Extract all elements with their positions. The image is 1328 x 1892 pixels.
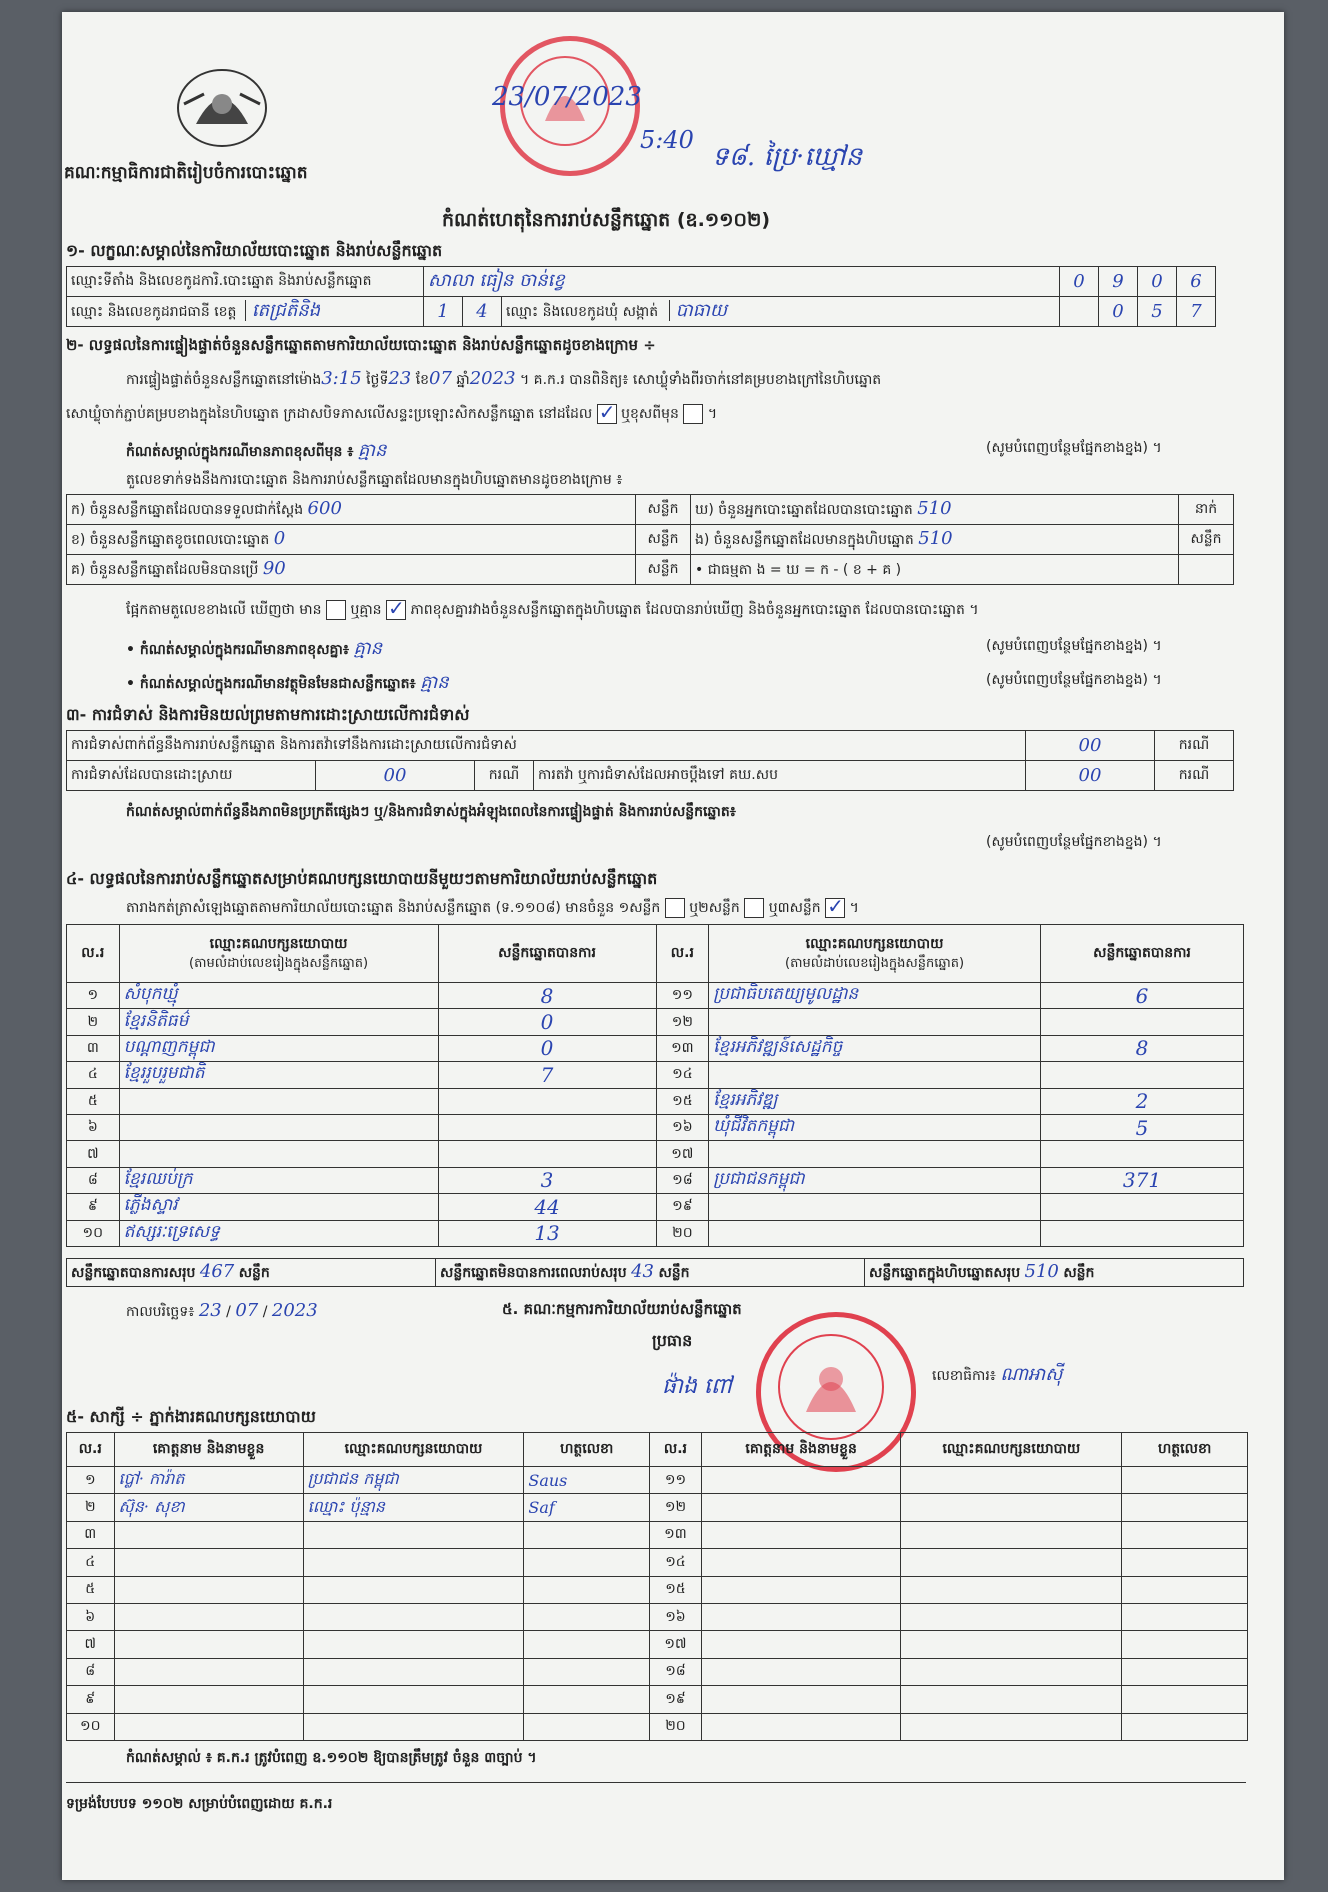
witness-party xyxy=(303,1603,524,1630)
figure-value: 90 xyxy=(262,558,286,579)
witness-row: ៤ ១៤ xyxy=(67,1549,1248,1576)
party-votes xyxy=(438,1088,656,1114)
results-col-votes-right: សន្លឹកឆ្នោតបានការ xyxy=(1040,925,1243,983)
report-date: កាលបរិច្ឆេទ៖ 23 / 07 / 2023 xyxy=(126,1300,318,1321)
tally-sheets-line: តារាងកត់ត្រាសំឡេងឆ្នោតតាមការិយាល័យបោះឆ្នោត និងរាប់សន្លឹកឆ្នោត (ទ.១១០៨) មានចំនួន ១សន្លឹក ឬ២សន្លឹក ឬ៣សន្លឹក ✓ ។ xyxy=(126,898,859,919)
figures-row: ខ) ចំនួនសន្លឹកឆ្នោតខូចពេលបោះឆ្នោត 0 សន្លឹក ង) ចំនួនសន្លឹកឆ្នោតដែលមានក្នុងហិបឆ្នោត 510 សន្លឹក xyxy=(67,525,1234,555)
party-name: ឃុំជីវិតកម្ពុជា xyxy=(709,1114,1041,1140)
commune-code-2: 5 xyxy=(1138,297,1177,327)
witness-name xyxy=(114,1521,303,1548)
verify-year: 2023 xyxy=(469,368,516,389)
party-name xyxy=(709,1062,1041,1088)
party-votes: 13 xyxy=(438,1220,656,1246)
total-ballots-in-box: 510 xyxy=(1024,1261,1059,1282)
section1-title: ១- លក្ខណៈសម្គាល់នៃការិយាល័យបោះឆ្នោត និងរាប់សន្លឹកឆ្នោត xyxy=(66,241,443,260)
witness-party: ឈ្មោះ ប៉ុន្មាន xyxy=(303,1494,524,1521)
three-sheets-checkbox[interactable] xyxy=(825,898,845,918)
party-votes: 3 xyxy=(438,1167,656,1193)
witness-row: ៦ ១៦ xyxy=(67,1603,1248,1630)
nec-logo xyxy=(174,64,270,150)
party-votes xyxy=(1040,1194,1243,1220)
results-col-party-right: ឈ្មោះគណបក្សនយោបាយ (តាមលំដាប់លេខរៀងក្នុងសន្លឹកឆ្នោត) xyxy=(709,925,1041,983)
resolved-label: ការជំទាស់ដែលបានដោះស្រាយ xyxy=(67,761,316,791)
witness-party xyxy=(303,1686,524,1713)
changed-checkbox[interactable] xyxy=(683,404,703,424)
party-votes: 0 xyxy=(438,1009,656,1035)
form-title: កំណត់ហេតុនៃការរាប់សន្លឹកឆ្នោត (ឧ.១១០២) xyxy=(442,209,771,231)
party-votes xyxy=(438,1114,656,1140)
irregularities-note: កំណត់សម្គាល់ពាក់ព័ន្ធនឹងភាពមិនប្រក្រតីផ្សេងៗ ឬ/និងការជំទាស់ក្នុងអំឡុងពេលនៃការផ្ទៀងផ្ទាត់ និងការរាប់សន្លឹកឆ្នោត៖ xyxy=(126,804,736,820)
location-code-4: 6 xyxy=(1177,267,1216,297)
party-votes xyxy=(1040,1009,1243,1035)
section2-title: ២- លទ្ធផលនៃការផ្ទៀងផ្ទាត់ចំនួនសន្លឹកឆ្នោតតាមការិយាល័យបោះឆ្នោត និងរាប់សន្លឹកឆ្នោតដូចខាងក្រោម ÷ xyxy=(66,336,656,354)
no-difference-checkbox[interactable] xyxy=(386,600,406,620)
witness-signature xyxy=(524,1603,650,1630)
witness-signature xyxy=(524,1521,650,1548)
party-name xyxy=(709,1009,1041,1035)
witness-name: ប្លៅ· ការ៉ាត xyxy=(114,1467,303,1494)
party-votes xyxy=(1040,1062,1243,1088)
resolved-unit: ករណី xyxy=(475,761,534,791)
party-votes: 8 xyxy=(1040,1035,1243,1061)
note2-hint: (សូមបំពេញបន្ថែមផ្នែកខាងខ្នង) ។ xyxy=(986,638,1162,654)
top-signature: ទ៨. ប្រៃ·ឃ្មៅន xyxy=(712,142,862,172)
province-value: តេជ្រតិនិង xyxy=(245,300,320,321)
verify-month: 07 xyxy=(429,368,452,389)
party-votes: 371 xyxy=(1040,1167,1243,1193)
party-name: សំបុកឃ្មុំ xyxy=(119,983,438,1009)
results-table xyxy=(66,924,1244,1247)
objections-label: ការជំទាស់ពាក់ព័ន្ធនឹងការរាប់សន្លឹកឆ្នោត និងការតវ៉ាទៅនឹងការដោះស្រាយលើការជំទាស់ xyxy=(67,731,1026,761)
witness-name xyxy=(114,1658,303,1685)
party-name: ខ្មែរនិតិធម៌ xyxy=(119,1009,438,1035)
party-name: ខ្មែរអភិវឌ្ឍន៍សេដ្ឋកិច្ច xyxy=(709,1035,1041,1061)
irregularities-hint: (សូមបំពេញបន្ថែមផ្នែកខាងខ្នង) ។ xyxy=(986,834,1162,850)
commune-label: ឈ្មោះ និងលេខកូដឃុំ សង្កាត់ xyxy=(506,304,659,320)
witness-party xyxy=(303,1631,524,1658)
party-votes xyxy=(1040,1220,1243,1246)
has-difference-checkbox[interactable] xyxy=(326,600,346,620)
results-col-no-right: ល.រ xyxy=(656,925,709,983)
witness-party: ប្រជាជន កម្ពុជា xyxy=(303,1467,524,1494)
objections-value: 00 xyxy=(1026,731,1155,761)
note3-label: • កំណត់សម្គាល់ក្នុងករណីមានវត្ថុមិនមែនជាសន្លឹកឆ្នោត៖ xyxy=(126,676,416,692)
witness-name xyxy=(114,1576,303,1603)
unchanged-checkbox[interactable] xyxy=(597,404,617,424)
witness-name xyxy=(114,1631,303,1658)
chair-label: ប្រធាន xyxy=(652,1331,693,1350)
witness-party xyxy=(303,1658,524,1685)
party-name: ភ្លើងស្ទាវ xyxy=(119,1194,438,1220)
party-name xyxy=(709,1141,1041,1167)
two-sheets-checkbox[interactable] xyxy=(744,898,764,918)
witness-signature xyxy=(524,1713,650,1740)
party-name: ឥស្សរៈទ្រេសេទ្ធ xyxy=(119,1220,438,1246)
section3-title: ៣- ការជំទាស់ និងការមិនយល់ព្រមតាមការដោះស្រាយលើការជំទាស់ xyxy=(66,705,470,724)
results-row: ៥ ១៥ ខ្មែរអភិវឌ្ឍ 2 xyxy=(67,1088,1244,1114)
party-votes: 0 xyxy=(438,1035,656,1061)
secretary-signature: ណាអាស៊ី xyxy=(1000,1364,1063,1385)
witness-signature: Saus xyxy=(524,1467,650,1494)
party-name: បណ្ដាញកម្ពុជា xyxy=(119,1035,438,1061)
witness-party xyxy=(303,1521,524,1548)
form-page xyxy=(62,12,1284,1880)
witness-row: ១០ ២០ xyxy=(67,1713,1248,1740)
section5-title: ៥- សាក្សី ÷ ភ្នាក់ងារគណបក្សនយោបាយ xyxy=(66,1407,316,1426)
note2-label: • កំណត់សម្គាល់ក្នុងករណីមានភាពខុសគ្នា៖ xyxy=(126,642,350,658)
party-name: ខ្មែរអភិវឌ្ឍ xyxy=(709,1088,1041,1114)
results-col-no-left: ល.រ xyxy=(67,925,120,983)
witness-signature xyxy=(524,1631,650,1658)
witness-signature xyxy=(524,1549,650,1576)
witness-row: ២ ស៊ុន· សុខា ឈ្មោះ ប៉ុន្មាន Saf ១២ xyxy=(67,1494,1248,1521)
objections-table xyxy=(66,730,1234,791)
footer-form-code: ទម្រង់បែបបទ ១១០២ សម្រាប់បំពេញដោយ គ.ក.រ xyxy=(66,1796,333,1812)
secretary-label: លេខាធិការ៖ xyxy=(932,1368,996,1384)
note1-hint: (សូមបំពេញបន្ថែមផ្នែកខាងខ្នង) ។ xyxy=(986,440,1162,456)
note1-label: កំណត់សម្គាល់ក្នុងករណីមានភាពខុសពីមុន ៖ xyxy=(126,444,354,460)
section4-title: ៤- លទ្ធផលនៃការរាប់សន្លឹកឆ្នោតសម្រាប់គណបក្សនយោបាយនីមួយៗតាមការិយាល័យរាប់សន្លឹកឆ្នោត xyxy=(66,869,658,888)
location-value: សាលា ធៀន ចាន់ខ្វេ xyxy=(424,267,1060,297)
witness-name xyxy=(114,1549,303,1576)
witness-signature xyxy=(524,1576,650,1603)
party-name: ប្រជាធិបតេយ្យមូលដ្ឋាន xyxy=(709,983,1041,1009)
results-col-votes-left: សន្លឹកឆ្នោតបានការ xyxy=(438,925,656,983)
location-label: ឈ្មោះទីតាំង និងលេខកូដការិ.បោះឆ្នោត និងរាប់សន្លឹកឆ្នោត xyxy=(67,267,424,297)
party-votes: 8 xyxy=(438,983,656,1009)
witness-row: ៣ ១៣ xyxy=(67,1521,1248,1548)
figures-row: ក) ចំនួនសន្លឹកឆ្នោតដែលបានទទួលជាក់ស្ដែង 600 សន្លឹក ឃ) ចំនួនអ្នកបោះឆ្នោតដែលបានបោះឆ្នោត 510 នាក់ xyxy=(67,495,1234,525)
party-votes: 2 xyxy=(1040,1088,1243,1114)
results-row: ៣ បណ្ដាញកម្ពុជា 0 ១៣ ខ្មែរអភិវឌ្ឍន៍សេដ្ឋកិច្ច 8 xyxy=(67,1035,1244,1061)
note3-hint: (សូមបំពេញបន្ថែមផ្នែកខាងខ្នង) ។ xyxy=(986,672,1162,688)
location-code-2: 9 xyxy=(1099,267,1138,297)
witness-row: ៥ ១៥ xyxy=(67,1576,1248,1603)
commune-code-3: 7 xyxy=(1177,297,1216,327)
witness-name xyxy=(114,1686,303,1713)
witness-party xyxy=(303,1549,524,1576)
total-valid-votes: 467 xyxy=(199,1261,235,1282)
appeal-unit: ករណី xyxy=(1155,761,1234,791)
stamp-time: 5:40 xyxy=(640,126,694,154)
verify-day: 23 xyxy=(388,368,412,389)
results-row: ៨ ខ្មែរឈប់ក្រ 3 ១៨ ប្រជាជនកម្ពុជា 371 xyxy=(67,1167,1244,1193)
stamp-date: 23/07/2023 xyxy=(492,82,642,112)
witness-signature: Saf xyxy=(524,1494,650,1521)
note3-value: គ្មាន xyxy=(420,672,449,693)
party-votes: 5 xyxy=(1040,1114,1243,1140)
witness-name: ស៊ុន· សុខា xyxy=(114,1494,303,1521)
party-votes xyxy=(1040,1141,1243,1167)
figure-value: 510 xyxy=(917,498,952,519)
results-row: ២ ខ្មែរនិតិធម៌ 0 ១២ xyxy=(67,1009,1244,1035)
party-name xyxy=(709,1194,1041,1220)
witness-name xyxy=(114,1713,303,1740)
location-code-3: 0 xyxy=(1138,267,1177,297)
province-code-1: 1 xyxy=(424,297,463,327)
party-name: ខ្មែរឈប់ក្រ xyxy=(119,1167,438,1193)
party-name: ខ្មែររួបរួមជាតិ xyxy=(119,1062,438,1088)
figures-intro: តួលេខទាក់ទងនឹងការបោះឆ្នោត និងការរាប់សន្លឹកឆ្នោតដែលមានក្នុងហិបឆ្នោតមានដូចខាងក្រោម ៖ xyxy=(126,472,623,488)
verify-time: 3:15 xyxy=(321,368,362,389)
party-name: ប្រជាជនកម្ពុជា xyxy=(709,1167,1041,1193)
footer-note: កំណត់សម្គាល់ ៖ គ.ក.រ ត្រូវបំពេញ ឧ.១១០២ ឱ្យបានត្រឹមត្រូវ ចំនួន ៣ច្បាប់ ។ xyxy=(126,1750,537,1766)
totals-table: សន្លឹកឆ្នោតបានការសរុប 467 សន្លឹក សន្លឹកឆ្នោតមិនបានការពេលរាប់សរុប 43 សន្លឹក សន្លឹកឆ្នោតក្នុងហិបឆ្នោតសរុប 510 សន្លឹក xyxy=(66,1258,1244,1287)
province-label: ឈ្មោះ និងលេខកូដរាជធានី ខេត្ត xyxy=(71,304,237,320)
verification-paragraph: ការផ្ទៀងផ្ទាត់ចំនួនសន្លឹកឆ្នោតនៅម៉ោង3:15 ថ្ងៃទី23 ខែ07 ឆ្នាំ2023 ។ គ.ក.រ បានពិនិត្យ៖ សោឃ្លុំទាំងពីរចាក់នៅគម្របខាងក្រៅនៃហិបឆ្នោត xyxy=(126,368,882,389)
location-code-1: 0 xyxy=(1060,267,1099,297)
resolved-value: 00 xyxy=(316,761,475,791)
results-row: ៦ ១៦ ឃុំជីវិតកម្ពុជា 5 xyxy=(67,1114,1244,1140)
witness-row: ៧ ១៧ xyxy=(67,1631,1248,1658)
chair-signature: ផ៉ាង ពៅ xyxy=(662,1374,732,1399)
results-row: ១ សំបុកឃ្មុំ 8 ១១ ប្រជាធិបតេយ្យមូលដ្ឋាន 6 xyxy=(67,983,1244,1009)
committee-name: គណៈកម្មាធិការជាតិរៀបចំការបោះឆ្នោត xyxy=(64,163,308,183)
party-name xyxy=(119,1088,438,1114)
witness-signature xyxy=(524,1658,650,1685)
party-name xyxy=(709,1220,1041,1246)
results-row: ៧ ១៧ xyxy=(67,1141,1244,1167)
footer-divider xyxy=(66,1782,1246,1783)
figure-value: 510 xyxy=(918,528,953,549)
one-sheet-checkbox[interactable] xyxy=(665,898,685,918)
objections-unit: ករណី xyxy=(1155,731,1234,761)
witness-row: ៨ ១៨ xyxy=(67,1658,1248,1685)
witness-row: ៩ ១៩ xyxy=(67,1686,1248,1713)
figure-value: 600 xyxy=(307,498,342,519)
verification-paragraph-line2: សោឃ្លុំចាក់ភ្ជាប់គម្របខាងក្នុងនៃហិបឆ្នោត ក្រដាសបិទភាសលើសន្ទះប្រឡោះសិកសន្លឹកឆ្នោត នៅដដែល ✓ ឬខុសពីមុន ។ xyxy=(66,404,717,425)
appeal-label: ការតវ៉ា ឬការជំទាស់ដែលអាចប្ដឹងទៅ គឃ.សប xyxy=(534,761,1026,791)
results-col-party-left: ឈ្មោះគណបក្សនយោបាយ (តាមលំដាប់លេខរៀងក្នុងសន្លឹកឆ្នោត) xyxy=(119,925,438,983)
note2-value: គ្មាន xyxy=(353,638,383,659)
witness-signature xyxy=(524,1686,650,1713)
figure-value: 0 xyxy=(273,528,286,549)
results-row: ៩ ភ្លើងស្ទាវ 44 ១៩ xyxy=(67,1194,1244,1220)
figures-row: គ) ចំនួនសន្លឹកឆ្នោតដែលមិនបានប្រើ 90 សន្លឹក • ជាធម្មតា ង = ឃ = ក - ( ខ + គ ) xyxy=(67,555,1234,585)
witness-table: ល.រ គោត្តនាម និងនាមខ្លួន ឈ្មោះគណបក្សនយោបាយ ហត្ថលេខា ល.រ គោត្តនាម និងនាមខ្លួន ឈ្មោះគណបក្សនយោបាយ ហត្ថលេខា ១ ប្លៅ· ការ៉ាត ប្រជាជន កម្ពុជា Saus ១១ ២ ស៊ុន· សុខា ឈ្មោះ ប៉ុន្មាន Saf ១២ ៣ ១៣ ៤ ១៤ ៥ ១៥ ៦ ១៦ ៧ ១៧ ៨ ១៨ ៩ ១៩ ១០ ២០ xyxy=(66,1432,1248,1741)
results-row: ៤ ខ្មែររួបរួមជាតិ 7 ១៤ xyxy=(67,1062,1244,1088)
party-votes: 6 xyxy=(1040,983,1243,1009)
comparison-line: ផ្អែកតាមតួលេខខាងលើ ឃើញថា មាន ឬគ្មាន ✓ ភាពខុសគ្នារវាងចំនួនសន្លឹកឆ្នោតក្នុងហិបឆ្នោត ដែលបានរាប់ឃើញ និងចំនួនអ្នកបោះឆ្នោត ដែលបានបោះឆ្នោត ។ xyxy=(126,600,979,621)
party-votes: 44 xyxy=(438,1194,656,1220)
results-row: ១០ ឥស្សរៈទ្រេសេទ្ធ 13 ២០ xyxy=(67,1220,1244,1246)
committee-label: ៥. គណៈកម្មការការិយាល័យរាប់សន្លឹកឆ្នោត xyxy=(502,1300,742,1318)
commune-code-1: 0 xyxy=(1099,297,1138,327)
note1-value: គ្មាន xyxy=(357,440,387,461)
figures-table xyxy=(66,494,1234,585)
party-name xyxy=(119,1114,438,1140)
total-invalid-votes: 43 xyxy=(631,1261,654,1282)
section1-table xyxy=(66,266,1216,327)
appeal-value: 00 xyxy=(1026,761,1155,791)
party-name xyxy=(119,1141,438,1167)
province-code-2: 4 xyxy=(463,297,502,327)
party-votes: 7 xyxy=(438,1062,656,1088)
party-votes xyxy=(438,1141,656,1167)
witness-row: ១ ប្លៅ· ការ៉ាត ប្រជាជន កម្ពុជា Saus ១១ xyxy=(67,1467,1248,1494)
commune-value: បាធាយ xyxy=(669,300,727,321)
witness-party xyxy=(303,1576,524,1603)
witness-party xyxy=(303,1713,524,1740)
witness-name xyxy=(114,1603,303,1630)
